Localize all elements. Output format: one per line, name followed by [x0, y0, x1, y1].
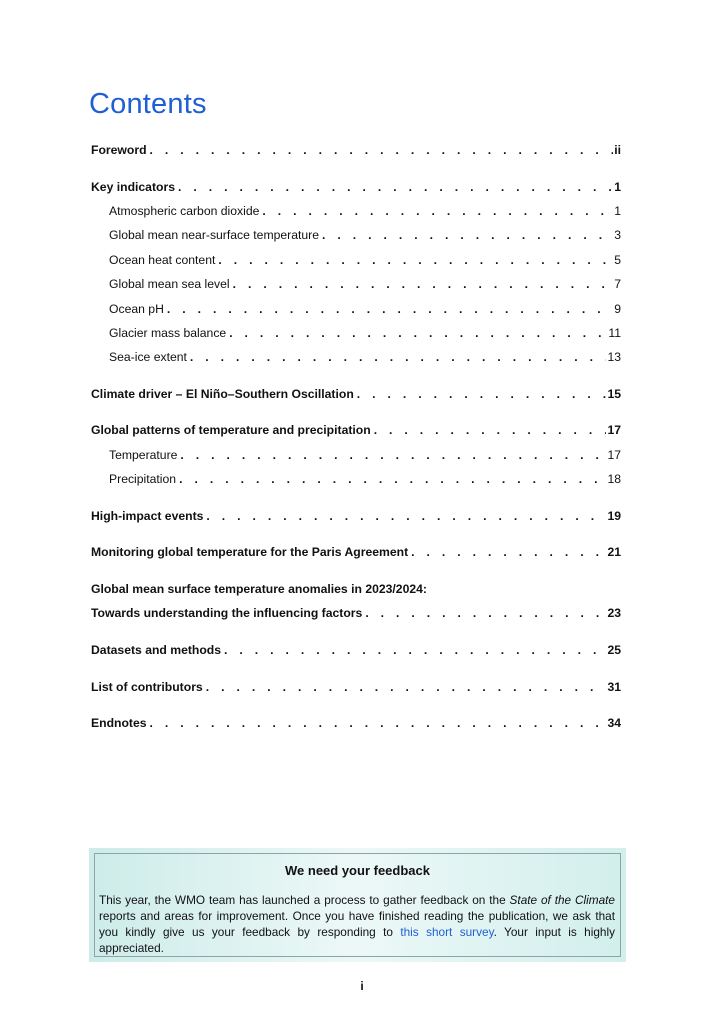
toc-entry-co2[interactable] [91, 199, 621, 223]
toc-label: Key indicators [91, 179, 175, 194]
toc-page: 15 [607, 386, 621, 401]
feedback-text-part: . Your input is highly appreciated. [99, 925, 615, 955]
toc-leader [357, 382, 607, 406]
toc-label: Foreword [91, 143, 147, 157]
toc-label: Datasets and methods [91, 642, 222, 657]
toc-entry-anomalies[interactable] [91, 601, 621, 625]
toc-label: Towards understanding the influencing factors [91, 606, 363, 621]
toc-label: Ocean pH [109, 301, 164, 316]
toc-leader [322, 223, 613, 247]
feedback-text-part: reports and areas for improvement. Once you have finished reading the publication, we ask that you kindly give us your feedback by responding to [99, 909, 615, 939]
toc-page: 34 [607, 716, 621, 731]
toc-page: 31 [607, 679, 621, 694]
feedback-text-part: This year, the WMO team has launched a process to gather feedback on the [99, 893, 510, 907]
toc-leader [365, 601, 606, 625]
toc-label: Glacier mass balance [109, 325, 227, 340]
toc-page: 17 [607, 447, 621, 462]
toc-page: 3 [614, 228, 621, 243]
toc-entry-endnotes[interactable] [91, 711, 621, 735]
toc-page: 19 [607, 508, 621, 523]
toc-page: 11 [608, 325, 621, 340]
feedback-box [89, 848, 626, 962]
table-of-contents [91, 138, 621, 736]
toc-entry-glacier[interactable] [91, 321, 621, 345]
toc-leader [233, 272, 614, 296]
toc-leader [224, 638, 606, 662]
toc-entry-contributors[interactable] [91, 675, 621, 699]
page-number: i [360, 979, 364, 993]
toc-entry-foreword[interactable] [91, 138, 621, 162]
toc-leader [411, 540, 606, 564]
feedback-title: We need your feedback [285, 863, 430, 878]
toc-leader [190, 345, 607, 369]
toc-page: 1 [614, 203, 621, 218]
toc-entry-high-impact-events[interactable] [91, 504, 621, 528]
toc-leader [179, 467, 606, 491]
toc-label: Precipitation [109, 472, 177, 487]
toc-page: 17 [607, 423, 621, 438]
toc-page: ii [614, 143, 621, 157]
toc-page: 7 [614, 277, 621, 292]
toc-page: 23 [607, 606, 621, 621]
toc-entry-global-patterns[interactable] [91, 418, 621, 442]
report-name: State of the Climate [509, 893, 615, 907]
toc-entry-ohc[interactable] [91, 248, 621, 272]
toc-entry-key-indicators[interactable] [91, 175, 621, 199]
toc-page: 18 [607, 472, 621, 487]
toc-leader [218, 248, 613, 272]
toc-leader [150, 138, 614, 162]
toc-label: Global mean sea level [109, 277, 230, 292]
toc-label: Sea-ice extent [109, 350, 187, 365]
toc-leader [206, 504, 606, 528]
toc-leader [180, 443, 606, 467]
toc-label: Atmospheric carbon dioxide [109, 203, 260, 218]
toc-page: 25 [607, 642, 621, 657]
toc-label: Ocean heat content [109, 252, 216, 267]
toc-label: Global patterns of temperature and precipitation [91, 423, 371, 438]
toc-page: 9 [614, 301, 621, 316]
toc-entry-paris-agreement[interactable] [91, 540, 621, 564]
toc-leader [178, 175, 613, 199]
toc-label: Climate driver – El Niño–Southern Oscillation [91, 386, 354, 401]
feedback-box-border [94, 853, 621, 957]
toc-leader [167, 297, 613, 321]
toc-leader [262, 199, 613, 223]
toc-entry-sea-ice[interactable] [91, 345, 621, 369]
toc-leader [374, 418, 607, 442]
toc-leader [206, 675, 607, 699]
toc-label: Global mean near-surface temperature [109, 228, 320, 243]
toc-page: 5 [614, 252, 621, 267]
toc-entry-datasets[interactable] [91, 638, 621, 662]
toc-label: Endnotes [91, 716, 147, 731]
toc-entry-anomalies-line1[interactable]: Global mean surface temperature anomalies in 2023/2024: [91, 581, 427, 596]
toc-label: Monitoring global temperature for the Paris Agreement [91, 545, 409, 560]
toc-entry-precipitation[interactable] [91, 467, 621, 491]
toc-label: List of contributors [91, 679, 203, 694]
toc-page: 21 [607, 545, 621, 560]
toc-entry-gmsl[interactable] [91, 272, 621, 296]
toc-page: 1 [614, 179, 621, 194]
page-title: Contents [89, 88, 207, 120]
toc-entry-enso[interactable] [91, 382, 621, 406]
feedback-text [99, 892, 615, 956]
toc-label: Temperature [109, 447, 178, 462]
toc-entry-ocean-ph[interactable] [91, 297, 621, 321]
toc-page: 13 [607, 350, 621, 365]
toc-entry-gmst[interactable] [91, 223, 621, 247]
toc-leader [229, 321, 607, 345]
toc-label: High-impact events [91, 508, 204, 523]
toc-leader [150, 711, 607, 735]
toc-entry-temperature[interactable] [91, 443, 621, 467]
survey-link[interactable]: this short survey [400, 925, 494, 939]
